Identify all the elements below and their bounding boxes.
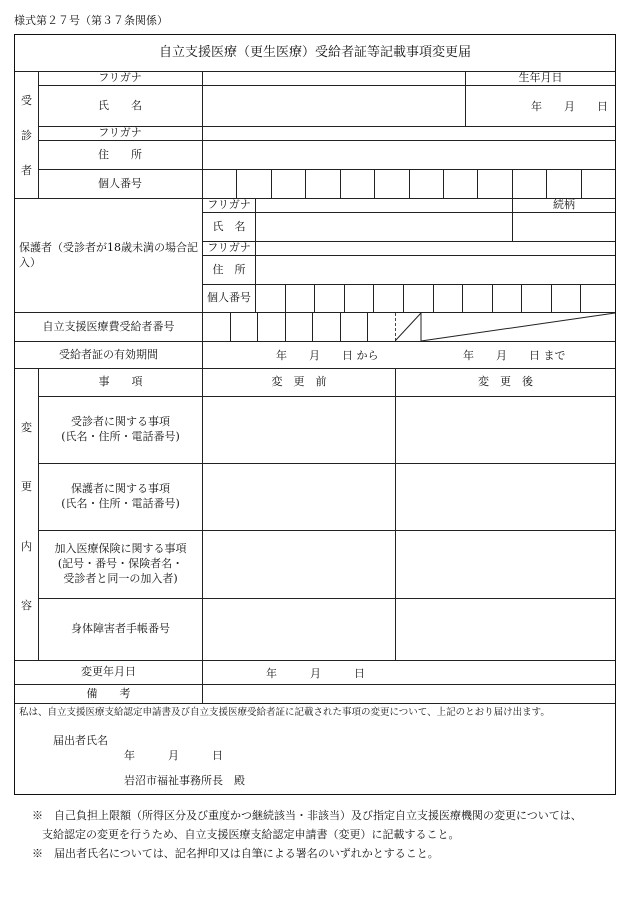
change-date-label: 変更年月日: [81, 665, 136, 679]
form-title: 自立支援医療（更生医療）受給者証等記載事項変更届: [158, 45, 471, 61]
patient-furigana-label: フリガナ: [98, 126, 142, 140]
form-number: 様式第２７号（第３７条関係）: [14, 14, 168, 27]
change-item-line: (氏名・住所・電話番号): [61, 497, 180, 510]
patient-personal-number-label: 個人番号: [98, 176, 142, 190]
remarks-label: 備 考: [86, 686, 131, 700]
birth-date-value: 年 月 日: [531, 100, 608, 113]
note-line: ※ 自己負担上限額（所得区分及び重度かつ継続該当・非該当）及び指定自立支援医療機関の変更については、: [32, 809, 582, 822]
patient-section-char: 者: [21, 164, 32, 177]
change-item-line: 受診者と同一の加入者): [63, 571, 178, 585]
patient-section-char: 受: [21, 94, 32, 107]
change-item-line: 加入医療保険に関する事項: [54, 542, 187, 556]
guardian-address-label: 住 所: [212, 262, 246, 276]
column-header-after: 変 更 後: [478, 375, 533, 389]
change-item-patient: [39, 397, 202, 463]
changes-section-char: 内: [21, 540, 32, 553]
addressee: 岩沼市福祉事務所長 殿: [124, 774, 245, 787]
validity-label: 受給者証の有効期間: [59, 347, 158, 361]
change-item-insurance: [39, 531, 202, 598]
column-header-item: 事 項: [98, 375, 143, 389]
validity-from: 年 月 日 から: [276, 349, 379, 362]
note-line: 支給認定の変更を行うため、自立支援医療支給認定申請書（変更）に記載すること。: [42, 828, 460, 841]
change-item-handbook: [39, 599, 202, 660]
changes-section-char: 容: [21, 599, 32, 612]
changes-section-char: 更: [21, 480, 32, 493]
changes-section-char: 変: [21, 421, 32, 434]
guardian-relation-label: 続柄: [553, 198, 575, 212]
recipient-number-diagonal: [395, 312, 616, 342]
change-item-line: 身体障害者手帳番号: [71, 622, 170, 636]
submit-date: 年 月 日: [124, 749, 223, 762]
column-header-before: 変 更 前: [271, 375, 327, 389]
change-item-line: 受診者に関する事項: [71, 415, 170, 429]
guardian-personal-number-label: 個人番号: [207, 291, 251, 305]
change-item-line: 保護者に関する事項: [71, 482, 170, 496]
recipient-number-label: 自立支援医療費受給者番号: [42, 319, 175, 333]
change-item-line: (氏名・住所・電話番号): [61, 430, 180, 443]
change-date-value: 年 月 日: [266, 667, 365, 680]
guardian-furigana-label: フリガナ: [207, 198, 251, 212]
guardian-name-label: 氏 名: [212, 219, 246, 233]
guardian-furigana-label: フリガナ: [207, 241, 251, 255]
patient-name-label: 氏 名: [98, 98, 142, 112]
notifier-name-label: 届出者氏名: [53, 734, 108, 747]
patient-furigana-label: フリガナ: [98, 71, 142, 85]
change-item-line: (記号・番号・保険者名・: [57, 557, 184, 571]
patient-address-label: 住 所: [98, 147, 142, 161]
change-item-guardian: [39, 464, 202, 530]
note-line: ※ 届出者氏名については、記名押印又は自筆による署名のいずれかとすること。: [32, 847, 439, 860]
declaration-text: 私は、自立支援医療支給認定申請書及び自立支援医療受給者証に記載された事項の変更について、上記のとおり届け出ます。: [19, 707, 550, 718]
validity-to: 年 月 日 まで: [463, 349, 566, 362]
patient-section-char: 診: [21, 129, 32, 142]
birth-date-label: 生年月日: [518, 71, 563, 85]
guardian-label: 保護者（受診者が18歳未満の場合記入）: [19, 240, 198, 269]
